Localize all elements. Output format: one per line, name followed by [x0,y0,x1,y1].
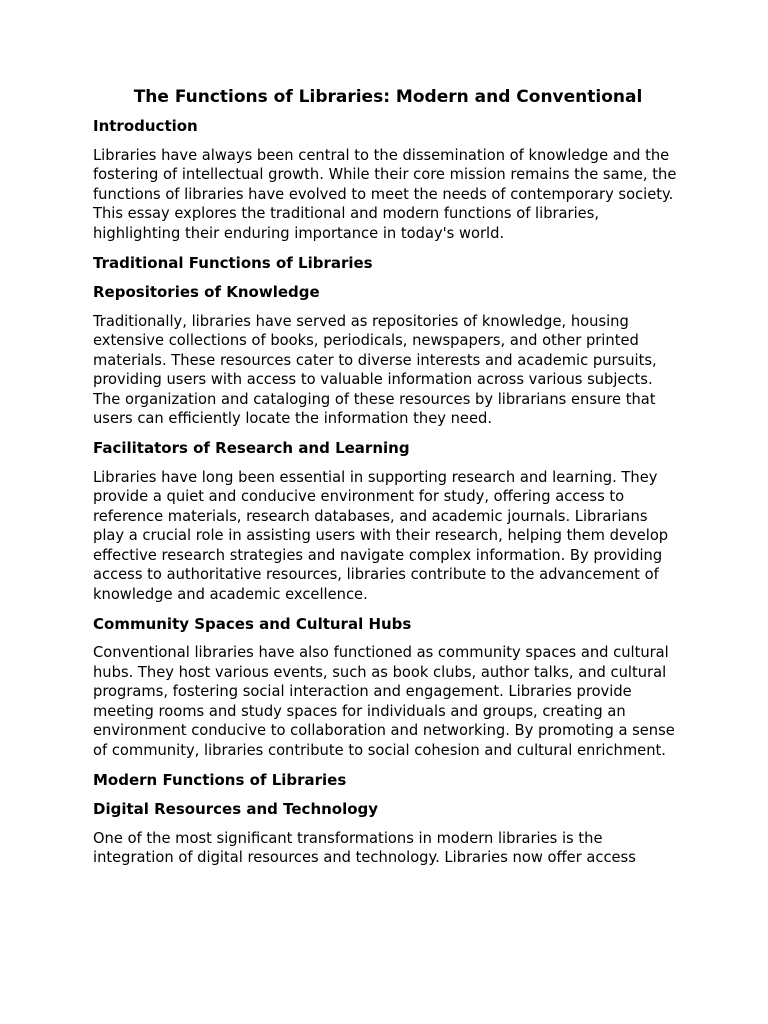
subsection-heading-repositories: Repositories of Knowledge [93,283,320,301]
subsection-heading-digital-resources: Digital Resources and Technology [93,800,379,818]
section-heading-introduction: Introduction [93,117,198,135]
section-heading-traditional-functions: Traditional Functions of Libraries [93,253,373,272]
paragraph-digital-resources: One of the most significant transformations in modern libraries is the integration of digital resources and technology. Libraries now offer access [93,829,636,866]
paragraph-introduction: Libraries have always been central to the dissemination of knowledge and the fostering of intellectual growth. While their core mission remains the same, the functions of libraries have evolved to meet the needs of contemporary society. This essay explores the traditional and modern functions of libraries, highlighting their enduring importance in today's world. [93,146,677,242]
section-heading-modern-functions: Modern Functions of Libraries [93,770,347,789]
document-page [93,86,683,877]
paragraph-community-spaces: Conventional libraries have also functioned as community spaces and cultural hubs. They host various events, such as book clubs, author talks, and cultural programs, fostering social interaction and engagement. Libraries provide meeting rooms and study spaces for individuals and groups, creating an environment conducive to collaboration and networking. By promoting a sense of community, libraries contribute to social cohesion and cultural enrichment. [93,644,675,759]
page-title: The Functions of Libraries: Modern and Conventional [133,87,643,107]
paragraph-research-learning: Libraries have long been essential in supporting research and learning. They provide a quiet and conducive environment for study, offering access to reference materials, research databases, and academic journals. Librarians play a crucial role in assisting users with their research, helping them develop effective research strategies and navigate complex information. By providing access to authoritative resources, libraries contribute to the advancement of knowledge and academic excellence. [93,468,669,603]
paragraph-repositories: Traditionally, libraries have served as repositories of knowledge, housing extensive collections of books, periodicals, newspapers, and other printed materials. These resources cater to diverse interests and academic pursuits, providing users with access to valuable information across various subjects. The organization and cataloging of these resources by librarians ensure that users can efficiently locate the information they need. [93,312,657,427]
subsection-heading-community-spaces: Community Spaces and Cultural Hubs [93,614,412,633]
subsection-heading-research-learning: Facilitators of Research and Learning [93,439,410,457]
